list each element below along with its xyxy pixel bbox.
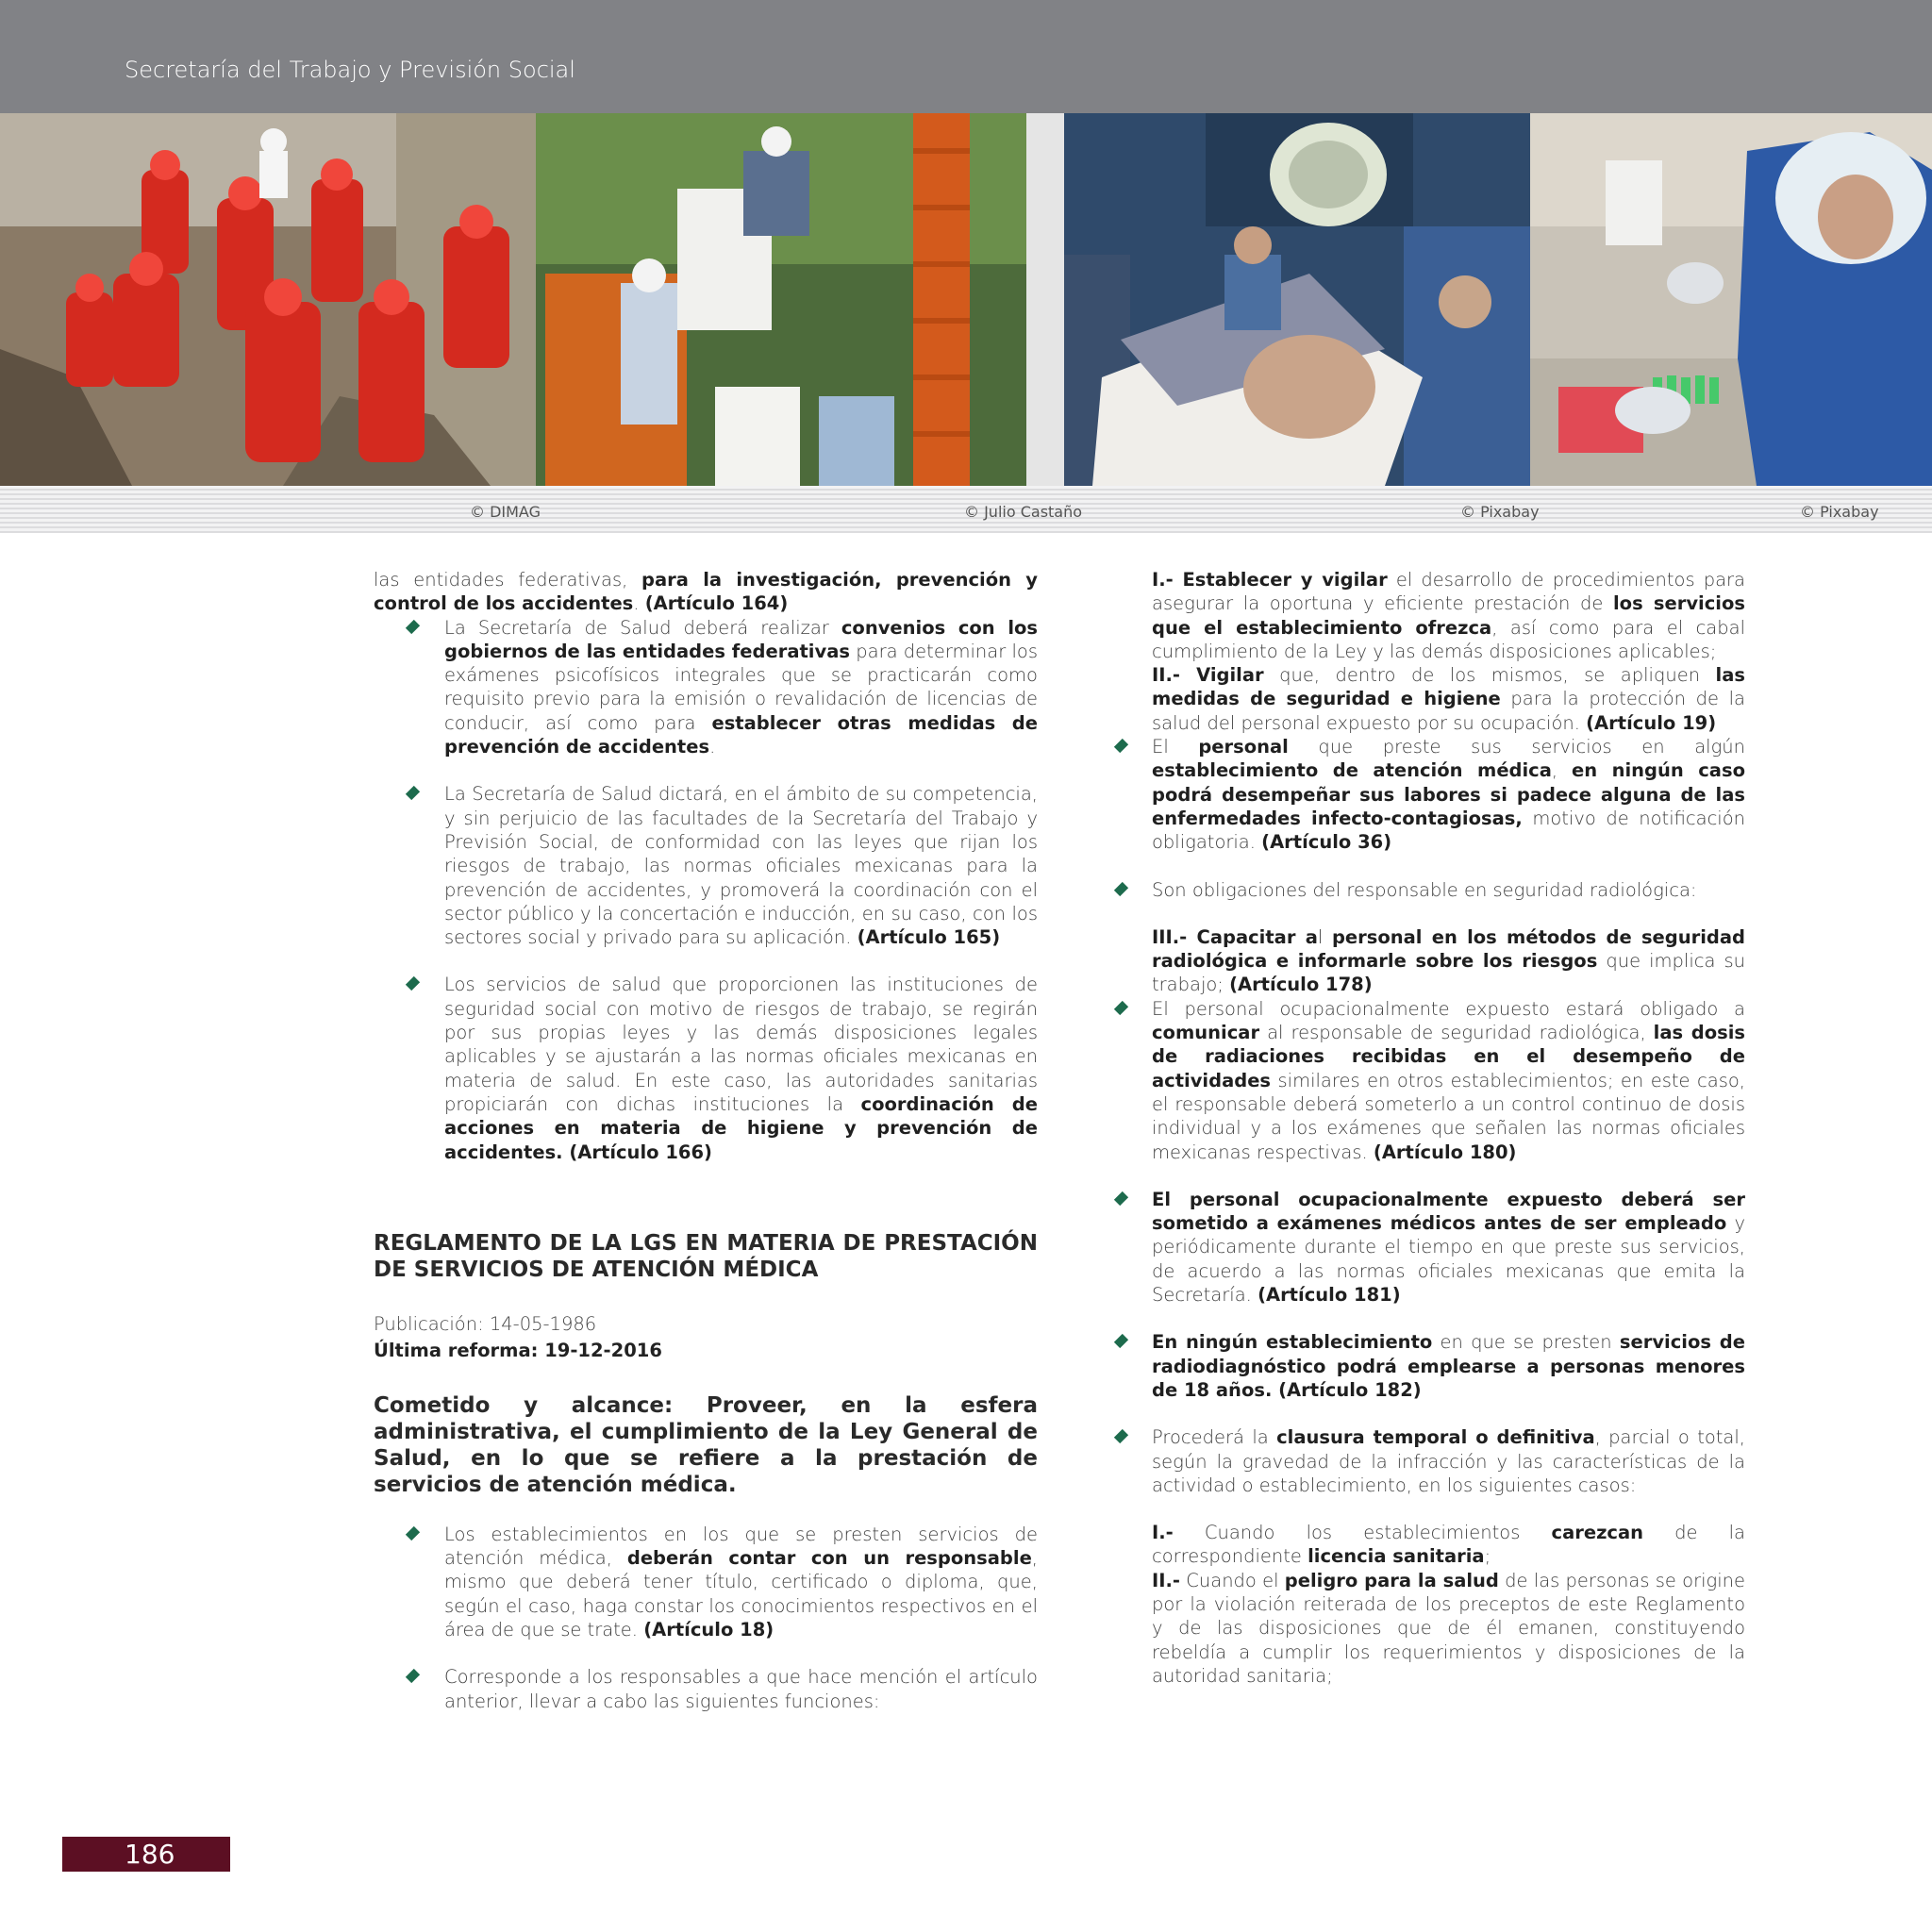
last-reform-date: Última reforma: 19-12-2016 [374,1339,662,1361]
photo-credit: © Pixabay [1800,503,1879,521]
diamond-bullet-icon [1114,739,1128,753]
case-item: II.- Cuando el peligro para la salud de las personas se origine por la violación reiterada de los preceptos de este Reglamento y de las disposiciones que de él emanen, constituyendo rebeldía a cumplir los requerimientos y disposiciones de la autoridad sanitaria; [1152,1569,1746,1687]
list-item: Corresponde a los responsables a que hace mención el artículo anterior, llevar a cabo las siguientes funciones: [374,1665,1038,1713]
rescue-workers-photo [0,113,536,486]
hospital-surgery-photo [1064,113,1530,486]
header-title: Secretaría del Trabajo y Previsión Social [125,57,575,83]
diamond-bullet-icon [1114,1191,1128,1206]
scope-statement: Cometido y alcance: Proveer, en la esfera administrativa, el cumplimiento de la Ley General de Salud, en lo que se refiere a la prestación de servicios de atención médica. [374,1392,1038,1497]
case-item: I.- Cuando los establecimientos carezcan de la correspondiente licencia sanitaria; [1152,1522,1745,1568]
lab-scientist-photo [1530,113,1932,486]
diamond-bullet-icon [406,786,420,800]
function-item: I.- Establecer y vigilar el desarrollo de procedimientos para asegurar la oportuna y eficiente prestación de los servicios que el establecimiento ofrezca, así como para el cabal cumplimiento de la Ley y las demás disposiciones aplicables; [1152,569,1746,662]
section-title: REGLAMENTO DE LA LGS EN MATERIA DE PRESTACIÓN DE SERVICIOS DE ATENCIÓN MÉDICA [374,1230,1038,1282]
diamond-bullet-icon [1114,1429,1128,1443]
list-item: El personal ocupacionalmente expuesto estará obligado a comunicar al responsable de seguridad radiológica, las dosis de radiaciones recibidas en el desempeño de actividades similares en otros establecimientos; en este caso, el responsable deberá someterlo a un control continuo de dosis individual y a los exámenes que señalen las normas oficiales mexicanas respectivas. (Artículo 180) [1128,997,1745,1164]
page-number: 186 [62,1837,230,1872]
diamond-bullet-icon [1114,881,1128,895]
diamond-bullet-icon [406,976,420,991]
left-column [374,568,1038,1737]
function-item: III.- Capacitar al personal en los métodos de seguridad radiológica e informarle sobre los riesgos que implica su trabajo; (Artículo 178) [1152,925,1745,996]
list-item: Los servicios de salud que proporcionen las instituciones de seguridad social con motivo de riesgos de trabajo, se regirán por sus propias leyes y las demás disposiciones legales aplicables y se ajustarán a las normas oficiales mexicanas en materia de salud. En este caso, las autoridades sanitarias propiciarán con dichas instituciones la coordinación de acciones en materia de higiene y prevención de accidentes. (Artículo 166) [374,973,1038,1163]
list-item: El personal que preste sus servicios en algún establecimiento de atención médica, en ningún caso podrá desempeñar sus labores si padece alguna de las enfermedades infecto-contagiosas, motivo de notificación obligatoria. (Artículo 36) [1128,735,1745,854]
diamond-bullet-icon [406,619,420,633]
header-bar [0,0,1932,113]
diamond-bullet-icon [1114,1001,1128,1015]
list-item: Procederá la clausura temporal o definitiva, parcial o total, según la gravedad de la infracción y las características de la actividad o establecimiento, en los siguientes casos: [1128,1425,1745,1497]
list-item: El personal ocupacionalmente expuesto deberá ser sometido a exámenes médicos antes de ser empleado y periódicamente durante el tiempo en que preste sus servicios, de acuerdo a las normas oficiales mexicanas que emita la Secretaría. (Artículo 181) [1128,1188,1745,1307]
electric-workers-photo [536,113,1064,486]
list-item: La Secretaría de Salud dictará, en el ámbito de su competencia, y sin perjuicio de las facultades de la Secretaría del Trabajo y Previsión Social, de conformidad con las leyes que rijan los riesgos de trabajo, las normas oficiales mexicanas para la prevención de accidentes, y promoverá la coordinación con el sector público y la concertación e inducción, en su caso, con los sectores social y privado para su aplicación. (Artículo 165) [374,782,1038,949]
function-item: II.- Vigilar que, dentro de los mismos, se apliquen las medidas de seguridad e higiene para la protección de la salud del personal expuesto por su ocupación. (Artículo 19) [1152,664,1745,734]
publication-date: Publicación: 14-05-1986 [374,1312,597,1335]
diamond-bullet-icon [406,1669,420,1683]
diamond-bullet-icon [406,1526,420,1541]
photo-credit: © Julio Castaño [964,503,1083,521]
diamond-bullet-icon [1114,1334,1128,1348]
photo-credit: © Pixabay [1460,503,1540,521]
list-item: La Secretaría de Salud deberá realizar convenios con los gobiernos de las entidades federativas para determinar los exámenes psicofísicos integrales que se practicarán como requisito previo para la emisión o revalidación de licencias de conducir, así como para establecer otras medidas de prevención de accidentes. [374,616,1038,759]
photo-credit: © DIMAG [470,503,541,521]
list-item: Son obligaciones del responsable en seguridad radiológica: [1128,878,1745,902]
right-column [1128,568,1745,1688]
photo-strip [0,113,1932,486]
intro-paragraph: las entidades federativas, para la investigación, prevención y control de los accidentes. (Artículo 164) [374,569,1038,615]
list-item: Los establecimientos en los que se presten servicios de atención médica, deberán contar con un responsable, mismo que deberá tener título, certificado o diploma, que, según el caso, haga constar los conocimientos respectivos en el área de que se trate. (Artículo 18) [374,1523,1038,1641]
photo-credit-strip [0,486,1932,533]
list-item: En ningún establecimiento en que se presten servicios de radiodiagnóstico podrá emplearse a personas menores de 18 años. (Artículo 182) [1128,1330,1745,1402]
